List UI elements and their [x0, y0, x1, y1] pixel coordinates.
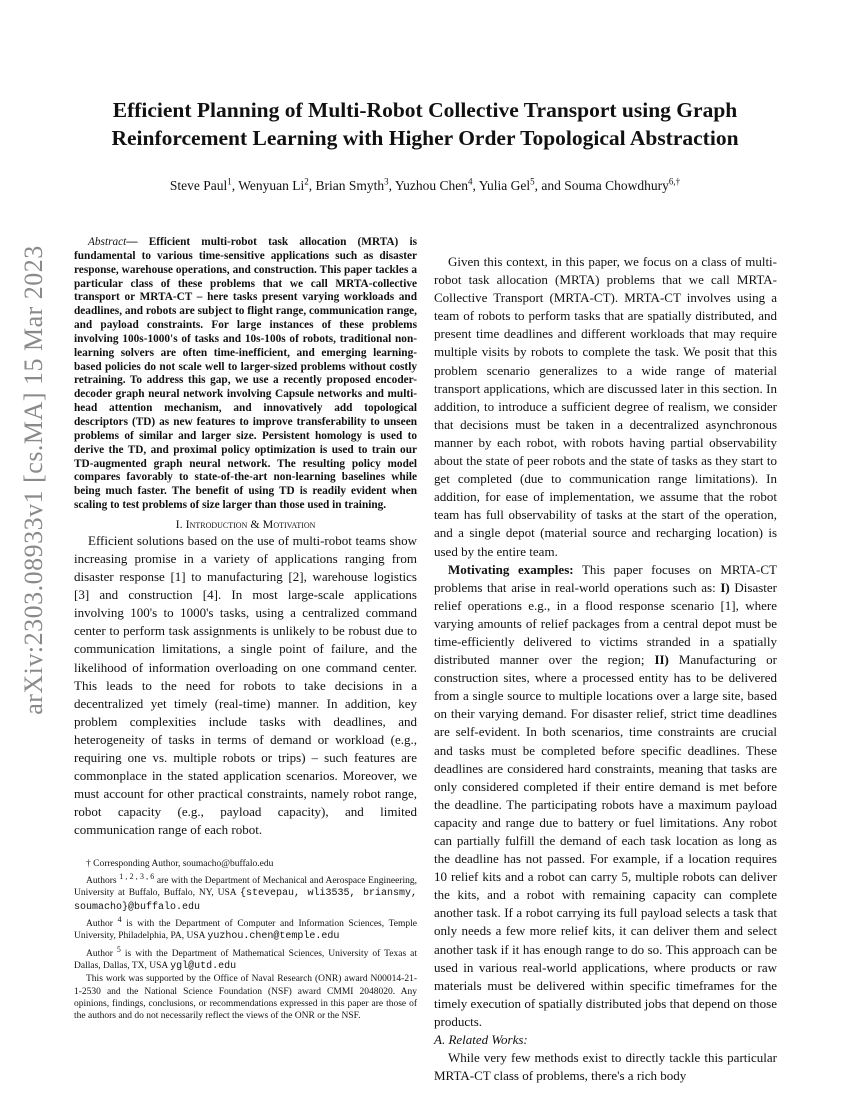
context-paragraph: Given this context, in this paper, we focus on a class of multi-robot task allocation (MRTA) problems that we call MRTA-Collective Transport (MRTA-CT). MRTA-CT involves using a team of robots to perform tasks that are spatially distributed, and present time deadlines and different workloads that may require multiple visits by robots to complete the task. We posit that this problem scenario generalizes to a wide range of material transport applications, which are discussed later in this section. In addition, to introduce a sufficient degree of realism, we consider that decisions must be taken in a decentralized asynchronous manner by each robot, with robots having partial observability about the state of peer robots and the state of tasks as they start to get completed (due to communication range limitations). In addition, for ease of implementation, we assume that the robot team has full observability of tasks at the start of the operation, and a single depot (material source and recharging location) is used by the entire team. [434, 254, 777, 559]
footnote-author5: Author $^5$ is with the Department of Mathematical Sciences, University of Texas at Dallas, Dallas, TX, USA ygl@utd.edu [74, 944, 417, 973]
email-utd: ygl@utd.edu [170, 961, 237, 973]
related-works-paragraph: While very few methods exist to directly tackle this particular MRTA-CT class of problems, there's a rich body [434, 1050, 777, 1084]
title-line-2: Reinforcement Learning with Higher Order Topological Abstraction [111, 126, 739, 150]
title-line-1: Efficient Planning of Multi-Robot Collective Transport using Graph [112, 98, 738, 122]
right-column [434, 253, 777, 1085]
footnote-author4: Author $^4$ is with the Department of Computer and Information Sciences, Temple University, Philadelphia, PA, USA yuzhou.chen@temple.edu [74, 914, 418, 943]
paper-title [80, 96, 770, 152]
abstract-label: Abstract [88, 236, 127, 248]
footnote-corresponding: † Corresponding Author, soumacho@buffalo.edu [86, 859, 274, 870]
author-2: Wenyuan Li$^2$, [238, 176, 316, 193]
example-2-label: II) [654, 652, 669, 668]
author-6: Souma Chowdhury$^{6,\dagger}$ [564, 176, 681, 193]
intro-paragraph: Efficient solutions based on the use of multi-robot teams show increasing promise in a variety of applications ranging from disaster response [1] to manufacturing [2], warehouse logistics [3] and construction [4]. In most large-scale applications involving 100's to 1000's tasks, using a centralized command center to perform task assignments is unlikely to be robust due to communication limitations, a single point of failure, and the likelihood of information overloading on one command center. This leads to the need for robots to take decisions in a decentralized yet timely (real-time) manner. In addition, key problem complexities include tasks with deadlines, and heterogeneity of tasks in terms of demand or workload (e.g., requiring one vs. multiple robots or trips) – such features are commonplace in the stated application scenarios. Moreover, we must account for other practical constraints, namely robot range, robot capacity (e.g., payload capacity), and limited communication range of each robot. [74, 532, 417, 838]
arxiv-identifier-stamp [16, 245, 52, 715]
left-column [74, 236, 417, 1023]
footnote-divider [74, 853, 417, 854]
author-list [80, 176, 770, 194]
abstract [74, 236, 417, 513]
motivating-examples-paragraph: Motivating examples: This paper focuses on MRTA-CT problems that arise in real-world operations such as: I) Disaster relief operations e.g., in a flood response scenario [1], where varying amounts of relief packages from a central depot must be time-efficiently delivered to victims stranded in a spatially distributed manner over the region; II) Manufacturing or construction sites, where a processed entity has to be delivered from a single source to multiple locations over a large site, based on their varying demand. For disaster relief, strict time deadlines are self-evident. In both scenarios, time constraints are crucial and tasks must be completed before specific deadlines. These deadlines are considered hard constraints, meaning that tasks are only considered completed if their entire demand is met before the deadline. The participating robots have a maximum payload capacity and range due to battery or fuel limitations. Any robot can partially fulfill the demand of each task location as long as the deadline has not passed. For example, if a location requires 10 relief kits and a robot can carry 5, multiple robots can deliver the kits, and a robot with remaining capacity can complete another task. If a robot carrying its full payload selects a task that only needs a few more relief kits, it can deliver them and select another task if it has enough range to do so. This approach can be used in various real-world applications, where products or raw materials must be delivered within specific timeframes for the timely execution of spatially distributed jobs that depend on those products. [434, 561, 778, 1029]
author-3: Brian Smyth$^3$, [315, 176, 395, 193]
email-temple: yuzhou.chen@temple.edu [207, 931, 340, 943]
abstract-text: — Efficient multi-robot task allocation (MRTA) is fundamental to various time-sensitive applications such as disaster response, warehouse operations, and construction. This paper tackles a particular class of these problems that we call MRTA-collective transport or MRTA-CT – here tasks present varying workloads and deadlines, and robots are subject to flight range, communication range, and payload constraints. For large instances of these problems involving 100s-1000's of tasks and 10s-100s of robots, traditional non-learning solvers are often time-inefficient, and emerging learning-based policies do not scale well to larger-sized problems without costly retraining. To address this gap, we use a recently proposed encoder-decoder graph neural network involving Capsule networks and multi-head attention mechanism, and innovatively add topological descriptors (TD) as new features to improve transferability to unseen problems of similar and larger size. Persistent homology is used to derive the TD, and proximal policy optimization is used to train our TD-augmented graph neural network. The resulting policy model compares favorably to state-of-the-art non-learning baselines while being much faster. The benefit of using TD is readily evident when scaling to test problems of size larger than those used in training. [74, 236, 417, 512]
footnotes [74, 858, 417, 1022]
author-1: Steve Paul$^1$, [169, 176, 239, 193]
author-4: Yuzhou Chen$^4$, [394, 176, 479, 193]
email-buffalo: {stevepau, wli3535, briansmy, soumacho}@buffalo.edu [74, 888, 418, 913]
subsection-heading-related-works: A. Related Works: [434, 1032, 528, 1048]
footnote-authors: Authors $^{1 , 2 , 3 , 6}$ are with the Department of Mechanical and Aerospace Engineering, University at Buffalo, Buffalo, NY, USA {stevepau, wli3535, briansmy, soumacho}@buffalo.edu [74, 871, 418, 913]
author-5: Yulia Gel$^5$, and [478, 176, 565, 193]
arxiv-stamp-text: arXiv:2303.08933v1 [cs.MA] 15 Mar 2023 [19, 245, 48, 715]
motivating-label: Motivating examples: [448, 561, 574, 577]
section-heading-introduction: I. Introduction & Motivation [175, 516, 316, 531]
footnote-funding: This work was supported by the Office of Naval Research (ONR) award N00014-21-1-2530 and the National Science Foundation (NSF) award CMMI 2048020. Any opinions, findings, conclusions, or recommendations expressed in this paper are those of the authors and do not necessarily reflect the views of the ONR or the NSF. [74, 974, 417, 1022]
example-1-label: I) [720, 579, 730, 595]
